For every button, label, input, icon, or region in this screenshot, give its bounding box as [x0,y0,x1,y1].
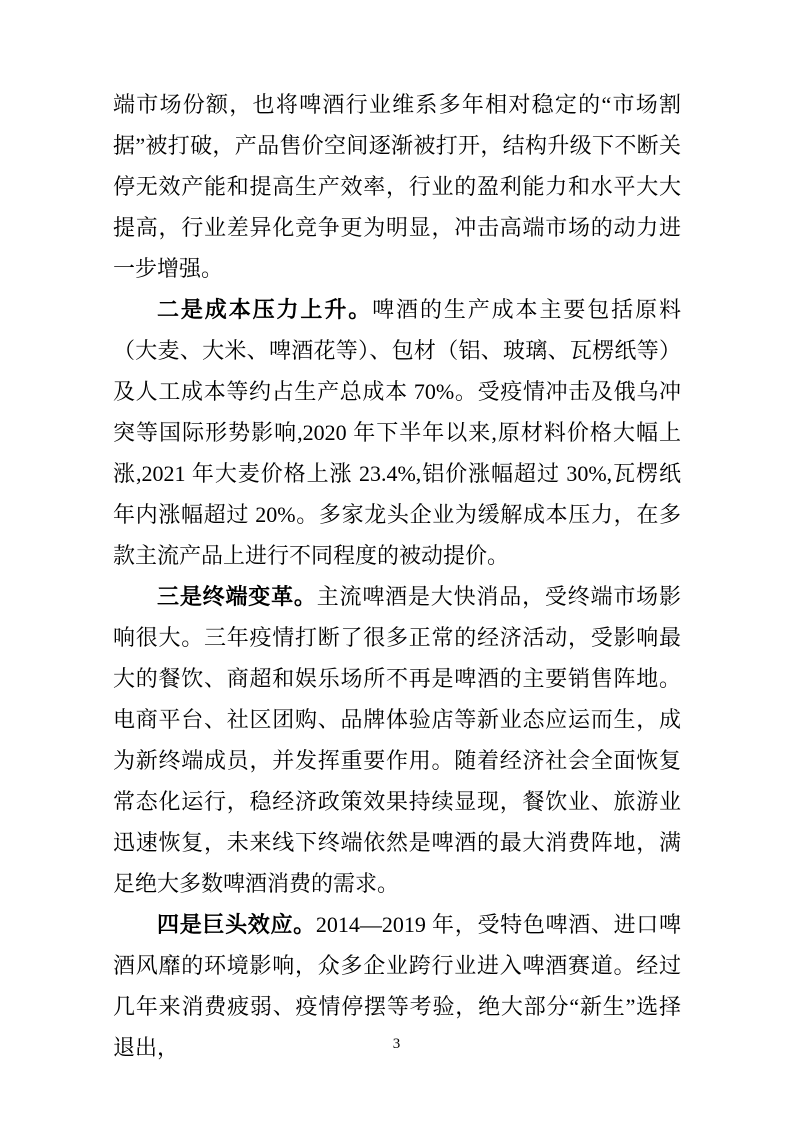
page-number: 3 [392,1036,401,1052]
paragraph [113,84,681,289]
paragraph-lead: 四是巨头效应。 [157,912,316,937]
paragraph [113,576,681,904]
paragraph-text: 啤酒的生产成本主要包括原料（大麦、大米、啤酒花等）、包材（铝、玻璃、瓦楞纸等）及人工成本等约占生产总成本 70%。受疫情冲击及俄乌冲突等国际形势影响,2020 年下半年以来,原材料价格大幅上涨,2021 年大麦价格上涨 23.4%,铝价涨幅超过 30%,瓦楞纸年内涨幅超过 20%。多家龙头企业为缓解成本压力，在多款主流产品上进行不同程度的被动提价。 [113,297,681,568]
paragraph-lead: 三是终端变革。 [157,584,317,609]
page-body-text [113,84,681,1068]
paragraph [113,289,681,576]
paragraph-text: 2014—2019 年，受特色啤酒、进口啤酒风靡的环境影响，众多企业跨行业进入啤酒赛道。经过几年来消费疲弱、疫情停摆等考验，绝大部分“新生”选择退出， [113,912,681,1060]
paragraph-text: 端市场份额，也将啤酒行业维系多年相对稳定的“市场割据”被打破，产品售价空间逐渐被打开，结构升级下不断关停无效产能和提高生产效率，行业的盈利能力和水平大大提高，行业差异化竞争更为明显，冲击高端市场的动力进一步增强。 [113,92,681,281]
paragraph-lead: 二是成本压力上升。 [157,297,373,322]
paragraph-text: 主流啤酒是大快消品，受终端市场影响很大。三年疫情打断了很多正常的经济活动，受影响最大的餐饮、商超和娱乐场所不再是啤酒的主要销售阵地。电商平台、社区团购、品牌体验店等新业态应运而生，成为新终端成员，并发挥重要作用。随着经济社会全面恢复常态化运行，稳经济政策效果持续显现，餐饮业、旅游业迅速恢复，未来线下终端依然是啤酒的最大消费阵地，满足绝大多数啤酒消费的需求。 [113,584,681,896]
